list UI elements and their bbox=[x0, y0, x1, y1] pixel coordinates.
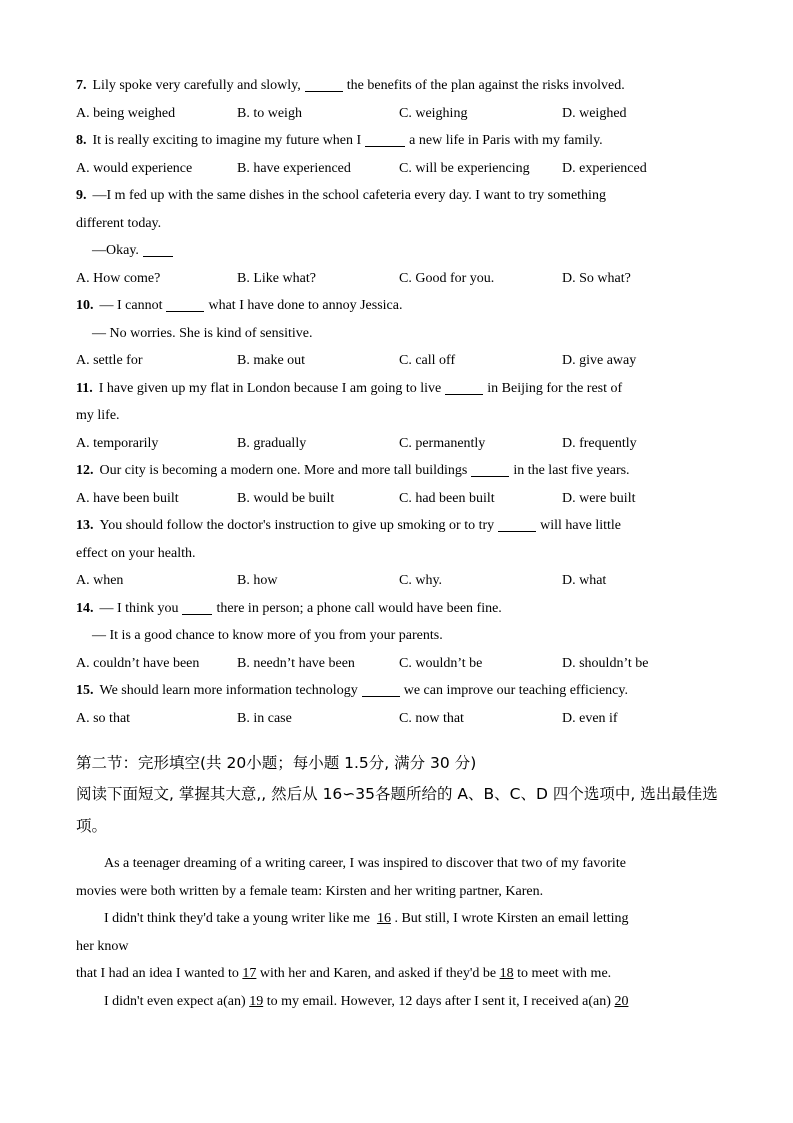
question-14-line-2: — It is a good chance to know more of you from your parents. bbox=[92, 628, 443, 643]
option-c: C. permanently bbox=[399, 435, 486, 451]
options-8 bbox=[76, 155, 718, 183]
answer-blank bbox=[365, 131, 405, 147]
answer-blank bbox=[305, 76, 343, 92]
option-a: A. when bbox=[76, 573, 124, 588]
question-11-line-2: my life. bbox=[76, 408, 120, 423]
blank-number-18: 18 bbox=[499, 966, 514, 981]
option-b: B. would be built bbox=[237, 490, 335, 506]
answer-blank bbox=[498, 516, 536, 532]
question-12 bbox=[76, 457, 718, 485]
passage-line bbox=[76, 988, 718, 1016]
question-8 bbox=[76, 127, 718, 155]
answer-blank bbox=[166, 296, 204, 312]
option-b: B. have experienced bbox=[237, 160, 351, 176]
question-number: 11. bbox=[76, 380, 93, 396]
blank-number-16: 16 bbox=[376, 911, 391, 926]
option-b: B. needn’t have been bbox=[237, 655, 355, 671]
question-13-line-2: effect on your health. bbox=[76, 545, 196, 561]
options-9 bbox=[76, 265, 718, 293]
option-a: A. have been built bbox=[76, 490, 179, 506]
question-9 bbox=[76, 182, 718, 210]
option-d: D. were built bbox=[562, 490, 636, 506]
passage-text: with her and Karen, and asked if they'd be bbox=[259, 966, 497, 981]
passage-text: to meet with me. bbox=[517, 966, 612, 981]
section-title: 第二节：完形填空(共 20小题；每小题 1.5分, 满分 30 分) bbox=[76, 754, 477, 772]
answer-blank bbox=[143, 241, 173, 257]
question-text: there in person; a phone call would have been fine. bbox=[216, 600, 502, 616]
option-c: C. will be experiencing bbox=[399, 160, 530, 176]
question-10 bbox=[76, 292, 718, 320]
options-10 bbox=[76, 347, 718, 375]
passage-line: movies were both written by a female team: Kirsten and her writing partner, Karen. bbox=[76, 883, 544, 899]
question-text: — I think you bbox=[99, 600, 179, 616]
option-d: D. frequently bbox=[562, 435, 637, 451]
passage-text: I didn't think they'd take a young writer like me bbox=[104, 911, 370, 926]
question-text: It is really exciting to imagine my future when I bbox=[92, 133, 362, 148]
option-c: C. weighing bbox=[399, 105, 468, 121]
options-14 bbox=[76, 650, 718, 678]
question-text: we can improve our teaching efficiency. bbox=[403, 683, 628, 698]
passage-text: to my email. However, 12 days after I sent it, I received a(an) bbox=[266, 993, 611, 1009]
question-text: Our city is becoming a modern one. More and more tall buildings bbox=[99, 463, 468, 478]
option-c: C. wouldn’t be bbox=[399, 655, 483, 671]
question-text: a new life in Paris with my family. bbox=[409, 133, 603, 148]
option-a: A. settle for bbox=[76, 353, 143, 368]
blank-number-17: 17 bbox=[242, 966, 257, 981]
option-b: B. in case bbox=[237, 710, 292, 726]
answer-blank bbox=[182, 599, 212, 615]
question-11 bbox=[76, 375, 718, 403]
option-a: A. couldn’t have been bbox=[76, 655, 200, 671]
options-12 bbox=[76, 485, 718, 513]
question-number: 14. bbox=[76, 600, 94, 616]
blank-number-20: 20 bbox=[614, 993, 629, 1009]
question-number: 9. bbox=[76, 188, 87, 203]
question-number: 12. bbox=[76, 463, 94, 478]
passage-line: As a teenager dreaming of a writing career, I was inspired to discover that two of my favorite bbox=[104, 856, 626, 871]
option-d: D. give away bbox=[562, 353, 637, 368]
section-instruction: 阅读下面短文, 掌握其大意,, 然后从 16∽35各题所给的 A、B、C、D 四个选项中, 选出最佳选 bbox=[76, 785, 718, 803]
question-number: 10. bbox=[76, 298, 94, 313]
option-c: C. had been built bbox=[399, 490, 495, 506]
question-text: Lily spoke very carefully and slowly, bbox=[92, 78, 301, 93]
question-text: We should learn more information technology bbox=[99, 683, 358, 698]
option-d: D. So what? bbox=[562, 270, 631, 286]
option-a: A. would experience bbox=[76, 160, 193, 176]
question-7 bbox=[76, 72, 718, 100]
option-d: D. what bbox=[562, 573, 607, 588]
option-a: A. How come? bbox=[76, 270, 161, 286]
passage-text: that I had an idea I wanted to bbox=[76, 966, 239, 981]
dialogue-reply: —Okay. bbox=[92, 243, 139, 258]
option-d: D. experienced bbox=[562, 160, 647, 176]
question-number: 15. bbox=[76, 683, 94, 698]
option-b: B. gradually bbox=[237, 435, 307, 451]
passage-text: . But still, I wrote Kirsten an email letting bbox=[394, 911, 629, 926]
option-a: A. temporarily bbox=[76, 435, 159, 451]
option-d: D. even if bbox=[562, 710, 618, 726]
option-b: B. how bbox=[237, 573, 278, 588]
answer-blank bbox=[362, 681, 400, 697]
option-d: D. shouldn’t be bbox=[562, 655, 649, 671]
question-10-line-2: — No worries. She is kind of sensitive. bbox=[92, 325, 313, 341]
question-text: — I cannot bbox=[99, 298, 163, 313]
question-number: 7. bbox=[76, 78, 87, 93]
question-9-line-3 bbox=[76, 237, 718, 265]
options-7 bbox=[76, 100, 718, 128]
option-c: C. Good for you. bbox=[399, 270, 495, 286]
answer-blank bbox=[471, 461, 509, 477]
question-number: 13. bbox=[76, 518, 94, 533]
passage-line bbox=[76, 960, 718, 988]
question-14 bbox=[76, 595, 718, 623]
options-11 bbox=[76, 430, 718, 458]
option-b: B. to weigh bbox=[237, 105, 302, 121]
question-text: I have given up my flat in London because I am going to live bbox=[98, 380, 442, 396]
option-a: A. being weighed bbox=[76, 105, 176, 121]
options-13 bbox=[76, 567, 718, 595]
question-number: 8. bbox=[76, 133, 87, 148]
question-text: will have little bbox=[540, 518, 622, 533]
question-text: the benefits of the plan against the risks involved. bbox=[346, 78, 625, 93]
option-b: B. Like what? bbox=[237, 270, 316, 286]
passage-line bbox=[76, 905, 718, 933]
section-instruction-cont: 项。 bbox=[76, 817, 108, 835]
question-text: what I have done to annoy Jessica. bbox=[208, 298, 403, 313]
question-text: in the last five years. bbox=[513, 463, 630, 478]
option-b: B. make out bbox=[237, 353, 306, 368]
passage-line: her know bbox=[76, 938, 129, 954]
options-15 bbox=[76, 705, 718, 733]
question-13 bbox=[76, 512, 718, 540]
option-c: C. why. bbox=[399, 573, 443, 588]
question-text: in Beijing for the rest of bbox=[487, 380, 623, 396]
option-c: C. now that bbox=[399, 710, 464, 726]
blank-number-19: 19 bbox=[249, 993, 264, 1009]
option-c: C. call off bbox=[399, 353, 456, 368]
question-text: You should follow the doctor's instruction to give up smoking or to try bbox=[99, 518, 495, 533]
passage-text: I didn't even expect a(an) bbox=[104, 993, 246, 1009]
question-15 bbox=[76, 677, 718, 705]
option-a: A. so that bbox=[76, 710, 131, 726]
question-text: —I m fed up with the same dishes in the school cafeteria every day. I want to try something bbox=[92, 188, 606, 203]
answer-blank bbox=[445, 379, 483, 395]
option-d: D. weighed bbox=[562, 105, 627, 121]
exam-page bbox=[76, 72, 718, 1015]
question-9-line-2: different today. bbox=[76, 215, 162, 231]
